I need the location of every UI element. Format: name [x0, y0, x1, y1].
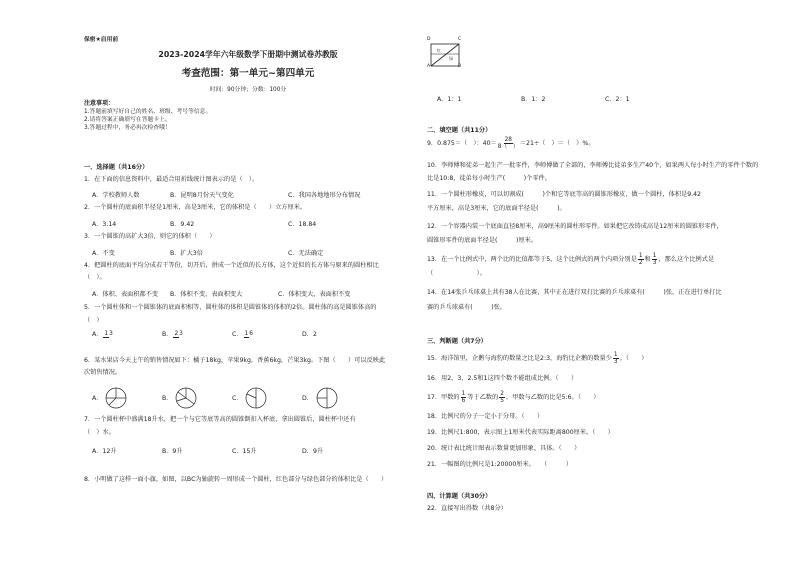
option-b[interactable]: B．昆明8月份天气变化: [170, 192, 234, 199]
option-c[interactable]: C．18.84: [288, 221, 317, 228]
question-6-cont: 次销售情况。: [84, 369, 122, 376]
question-4: 4．把圆柱的底面平均分成若干等份，切开后，拼成一个近似的长方体，这个近似的长方体与原来的圆柱相比: [84, 262, 379, 269]
pie-chart-icon: [315, 386, 339, 410]
section3-title: 三、判断题（共7分）: [427, 338, 487, 345]
section2-title: 二、填空题（共11分）: [427, 127, 492, 134]
option-a[interactable]: A．1：1: [437, 96, 462, 103]
q6-options: [92, 386, 339, 410]
question-12: 12．一个容器内装一个底面直径8厘米，高9厘米的圆柱形零件。如果把它改铸成高是12厘米的圆锥形零件，: [427, 223, 723, 230]
question-5: 5．一个圆柱体和一个圆锥体的底面积相等，圆柱体的体积是圆锥体的体积的2倍。圆柱体的高是圆锥体高的: [84, 304, 377, 311]
question-9: 9．0.875＝（ ）：40＝ $\frac{28}{8( )}$ ＝21÷（ ）＝（ ）%。: [427, 137, 595, 150]
question-12-cont: 圆锥形零件的底面半径是( )厘米。: [427, 237, 538, 244]
exam-title: 2023-2024学年六年级数学下册期中测试卷苏教版: [158, 50, 338, 59]
option-c[interactable]: C．我国各地地形分布情况: [288, 192, 361, 199]
question-6: 6．某水果店今天上午的销售情况如下：橘子18kg，苹果9kg，香蕉6kg，芒果3kg。下图（ ）可以反映此: [84, 357, 386, 364]
question-4-cont: （ ）。: [84, 274, 106, 281]
option-c[interactable]: C．2：1: [605, 96, 630, 103]
option-c[interactable]: C．15升: [232, 448, 257, 455]
question-14-cont: 赛的乒乓球桌有( )张。: [427, 304, 507, 311]
secret-label: 保密★启用前: [84, 37, 119, 43]
section4-title: 四、计算题（共30分）: [427, 493, 492, 500]
option-a[interactable]: A．12升: [92, 448, 117, 455]
option-b[interactable]: B． 23: [162, 330, 183, 338]
question-7-cont: （ ）水。: [84, 429, 115, 436]
pie-chart-icon: [104, 386, 128, 410]
question-7: 7．一个圆柱杯中盛满18升水，把一个与它等底等高的圆锥倒扣入杯底，拿出圆锥后，圆柱杯中还有: [84, 416, 356, 423]
question-22: 22．直接写出得数（共8分）: [427, 505, 507, 512]
question-13-cont: （ ）。: [427, 270, 486, 277]
option-c[interactable]: C．无法确定: [288, 250, 324, 257]
question-16: 16．用2，3，2.5和1这四个数不能组成比例。（ ）: [427, 375, 578, 382]
question-15: 15．海洋馆里，企鹅与海豹的数量之比是2:3，海豹比企鹅的数量少 $\frac{1}{3}$ 。（ ）: [427, 352, 648, 365]
question-3: 3．一个圆锥的高扩大3倍，则它的体积（ ）: [84, 233, 216, 240]
q2-options: [92, 219, 316, 228]
pie-chart-icon: [244, 386, 268, 410]
question-10: 10．李师傅和徒弟一起生产一批零件，李师傅做了全部的，李师傅比徒弟多生产40个，如果两人每小时生产的零件个数的: [427, 162, 759, 169]
fig-label-d: D: [427, 37, 431, 42]
option-b[interactable]: B．体积不变、表面积变大: [170, 291, 243, 298]
exam-time: 时间：90分钟；分数：100分: [209, 87, 287, 93]
fig-label-a: A: [427, 64, 431, 69]
pie-chart-icon: [174, 386, 198, 410]
option-c[interactable]: C． 16: [232, 330, 253, 338]
question-8: 8．小明做了这样一面小旗，如图，以BC为轴旋转一周形成一个圆柱，红色部分与绿色部分的体积比是（ ）: [84, 476, 388, 483]
q8-options: [437, 94, 630, 103]
notes-item: 2.请将答案正确填写在答题卡上。: [84, 117, 171, 123]
option-a[interactable]: A．不变: [92, 250, 115, 257]
question-18: 18．比例尺的分子一定小于分母。（ ）: [427, 413, 544, 420]
question-21: 21．一幅图的比例尺是1:20000厘米。 （ ）: [427, 461, 572, 468]
question-10-cont: 比是10:8，徒弟每小时生产( )个零件。: [427, 175, 551, 182]
option-a[interactable]: A．学校教师人数: [92, 192, 140, 199]
q4-options: [92, 289, 350, 298]
option-d[interactable]: D．9升: [302, 448, 324, 455]
question-11-cont: 平方厘米，高是3厘米，它的底面半径是( )。: [427, 205, 566, 212]
option-a[interactable]: A．体积、表面积都不变: [92, 291, 159, 298]
option-d[interactable]: D．: [302, 386, 339, 410]
option-a[interactable]: A． 13: [92, 330, 113, 338]
option-c[interactable]: C．: [232, 386, 302, 410]
section1-title: 一、选择题（共16分）: [84, 164, 149, 171]
q1-options: [92, 190, 360, 199]
question-19: 19．比例尺1:800，表示图上1厘米代表实际距离800厘米。（ ）: [427, 429, 614, 436]
notes-item: 3.答题过程中，务必再次检查哦！: [84, 125, 171, 131]
fig-mark-green: 绿: [449, 56, 453, 61]
option-b[interactable]: B．9升: [162, 448, 183, 455]
notes: [84, 100, 211, 132]
fig-mark-red: 红: [437, 48, 441, 53]
option-b[interactable]: B．: [162, 386, 232, 410]
option-b[interactable]: B．9.42: [170, 221, 195, 228]
question-5-cont: （ ）: [84, 317, 103, 324]
option-a[interactable]: A．: [92, 386, 162, 410]
notes-item: 1.答题前填写好自己的姓名、班级、考号等信息。: [84, 109, 212, 115]
option-b[interactable]: B．1：2: [521, 96, 546, 103]
q7-options: [92, 446, 323, 455]
question-2: 2．一个圆柱的底面积半径是1厘米，高是3厘米，它的体积是（ ）立方厘米。: [84, 204, 307, 211]
option-d[interactable]: D．2: [302, 331, 317, 338]
question-20: 20．统计表比统计图表示数量更加形象、具体。（ ）: [427, 445, 581, 452]
question-11: 11．一个圆柱形橡皮，可以切割成( )个和它等底等高的圆锥形橡皮，做一个圆柱，体积是9.42: [427, 191, 701, 198]
q5-options: [92, 329, 317, 338]
q3-options: [92, 248, 323, 257]
option-c[interactable]: C．体积变大，表面积不变: [278, 291, 351, 298]
option-b[interactable]: B．扩大3倍: [170, 250, 203, 257]
notes-head: 注意事项：: [84, 100, 115, 107]
fig-label-c: C: [458, 37, 462, 42]
fig-label-b: B: [458, 64, 462, 69]
option-a[interactable]: A．3.14: [92, 221, 117, 228]
question-13: 13．在一个比例式中，两个比的比值都等于5，这个比例式的两个内项分别是 $\frac{1}{2}$ 和 $\frac{1}{3}$ ，那么这个比例式是: [427, 253, 715, 266]
question-17: 17．甲数的 $\frac{1}{6}$ 等于乙数的 $\frac{2}{5}$ ，甲数与乙数的比是5:6。（ ）: [427, 391, 600, 404]
question-1: 1．在下面的信息资料中，最适合用折线统计图表示的是（ ）。: [84, 176, 259, 183]
exam-scope: 考查范围：第一单元~第四单元: [181, 68, 315, 79]
question-14: 14．在14张乒乓球桌上共有38人在比赛，其中正在进行双打比赛的乒乓球桌有( )张，正在进行单打比: [427, 289, 722, 296]
